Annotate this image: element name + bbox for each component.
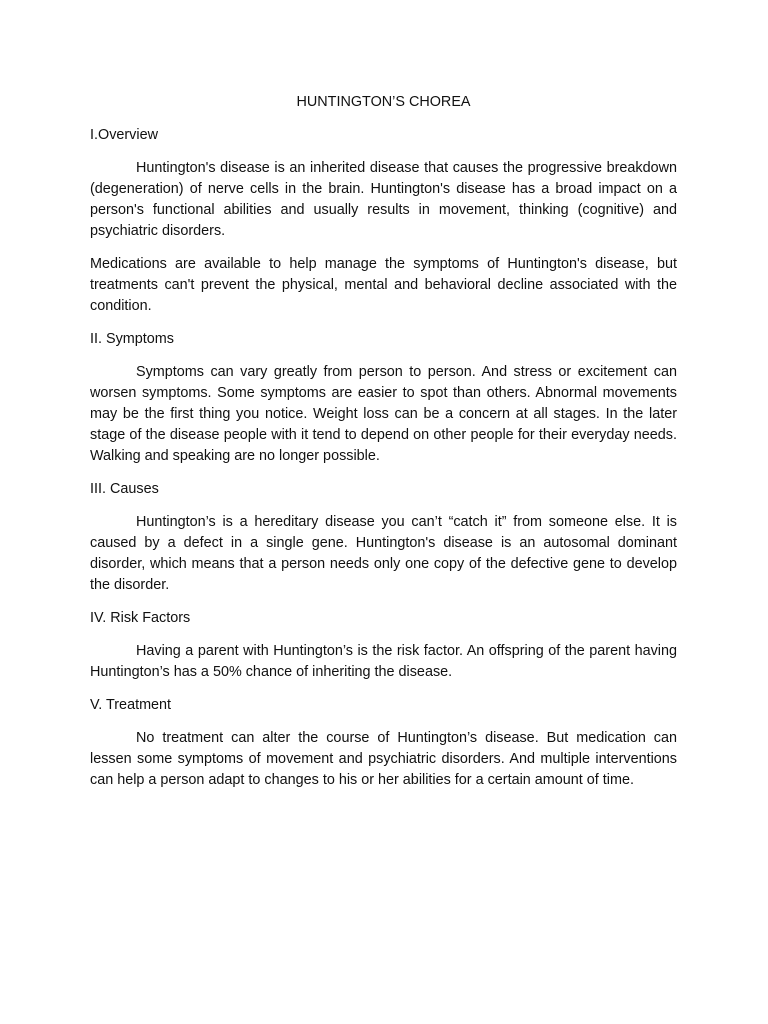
paragraph: Huntington’s is a hereditary disease you can’t “catch it” from someone else. It is caused by a defect in a single gene. Huntington's disease is an autosomal dominant disorder, which means that a person needs only one copy of the defective gene to develop the disorder. xyxy=(90,514,677,593)
section-overview xyxy=(90,125,677,317)
section-heading: III. Causes xyxy=(90,481,159,497)
paragraph: No treatment can alter the course of Huntington’s disease. But medication can lessen some symptoms of movement and psychiatric disorders. And multiple interventions can help a person adapt to changes to his or her abilities for a certain amount of time. xyxy=(90,730,677,788)
section-heading: IV. Risk Factors xyxy=(90,610,191,626)
document-page xyxy=(90,92,677,803)
section-heading: V. Treatment xyxy=(90,697,172,713)
section-symptoms xyxy=(90,329,677,467)
section-heading: II. Symptoms xyxy=(90,331,174,347)
section-causes xyxy=(90,479,677,596)
document-title: HUNTINGTON’S CHOREA xyxy=(296,94,471,110)
paragraph: Huntington's disease is an inherited disease that causes the progressive breakdown (degeneration) of nerve cells in the brain. Huntington's disease has a broad impact on a person's functional abilities and usually results in movement, thinking (cognitive) and psychiatric disorders. xyxy=(90,160,677,239)
paragraph: Medications are available to help manage the symptoms of Huntington's disease, but treatments can't prevent the physical, mental and behavioral decline associated with the condition. xyxy=(90,256,677,314)
paragraph: Having a parent with Huntington’s is the risk factor. An offspring of the parent having Huntington’s has a 50% chance of inheriting the disease. xyxy=(90,643,677,680)
section-treatment xyxy=(90,695,677,791)
section-heading: I.Overview xyxy=(90,127,158,143)
paragraph: Symptoms can vary greatly from person to person. And stress or excitement can worsen symptoms. Some symptoms are easier to spot than others. Abnormal movements may be the first thing you notice. Weight loss can be a concern at all stages. In the later stage of the disease people with it tend to depend on other people for their everyday needs. Walking and speaking are no longer possible. xyxy=(90,364,677,464)
section-risk-factors xyxy=(90,608,677,683)
